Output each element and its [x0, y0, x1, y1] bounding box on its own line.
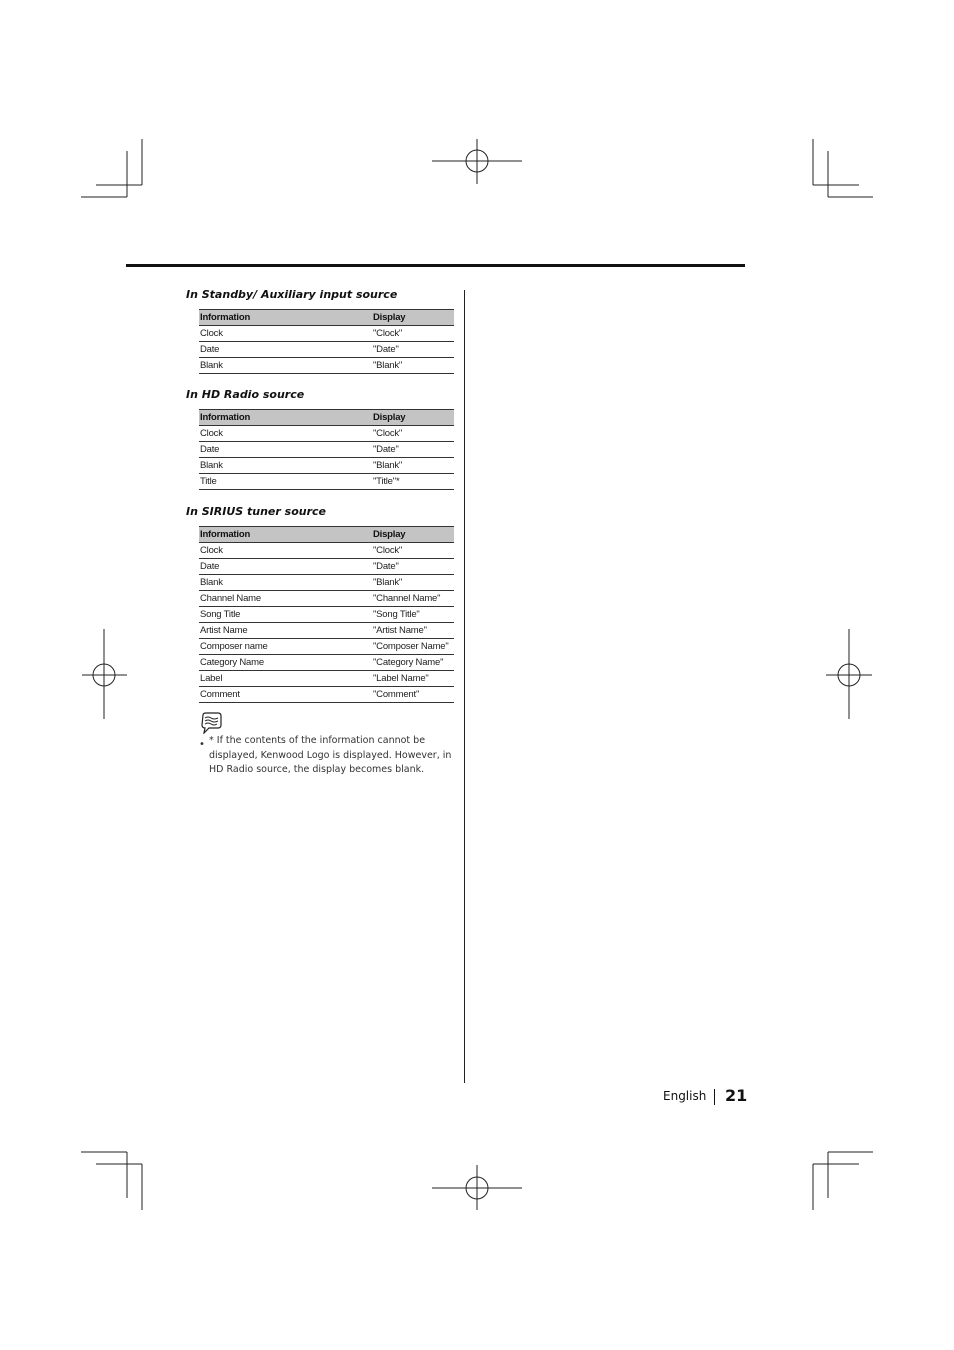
table-row	[199, 607, 454, 623]
section-heading-hd-radio: In HD Radio source	[186, 388, 305, 401]
table-row	[199, 655, 454, 671]
information-cell: Composer name	[199, 639, 372, 655]
information-cell: Date	[199, 442, 372, 458]
display-cell: "Date"	[372, 559, 454, 575]
display-cell: "Label Name"	[372, 671, 454, 687]
table-row	[199, 591, 454, 607]
column-divider	[464, 290, 465, 1083]
note-bullet: •	[199, 739, 205, 750]
table-header-row	[199, 527, 454, 543]
footer-separator	[714, 1089, 715, 1105]
note-text: * If the contents of the information cannot be displayed, Kenwood Logo is displayed. However, in HD Radio source, the display becomes blank.	[209, 735, 452, 775]
information-cell: Date	[199, 559, 372, 575]
column-header-display: Display	[372, 310, 454, 326]
sirius-info-table	[199, 526, 454, 703]
table-row	[199, 426, 454, 442]
note-icon	[199, 712, 223, 734]
crop-mark-top-right	[813, 139, 873, 197]
section-heading-standby: In Standby/ Auxiliary input source	[186, 288, 398, 301]
information-cell: Title	[199, 474, 372, 490]
section-heading-sirius: In SIRIUS tuner source	[186, 505, 326, 518]
information-cell: Clock	[199, 326, 372, 342]
display-cell: "Channel Name"	[372, 591, 454, 607]
hd-radio-info-table	[199, 409, 454, 490]
table-header-row	[199, 310, 454, 326]
display-cell: "Clock"	[372, 543, 454, 559]
information-cell: Blank	[199, 358, 372, 374]
display-cell: "Blank"	[372, 575, 454, 591]
information-cell: Song Title	[199, 607, 372, 623]
table-row	[199, 458, 454, 474]
table-row	[199, 358, 454, 374]
table-row	[199, 326, 454, 342]
display-cell: "Blank"	[372, 458, 454, 474]
standby-info-table	[199, 309, 454, 374]
table-row	[199, 623, 454, 639]
registration-mark-top	[432, 139, 522, 184]
display-cell: "Song Title"	[372, 607, 454, 623]
table-row	[199, 342, 454, 358]
display-cell: "Date"	[372, 442, 454, 458]
information-cell: Clock	[199, 426, 372, 442]
display-cell: "Category Name"	[372, 655, 454, 671]
display-cell: "Artist Name"	[372, 623, 454, 639]
registration-mark-bottom	[432, 1165, 522, 1210]
display-cell: "Comment"	[372, 687, 454, 703]
display-cell: "Date"	[372, 342, 454, 358]
table-row	[199, 671, 454, 687]
column-header-information: Information	[199, 310, 372, 326]
table-row	[199, 474, 454, 490]
information-cell: Channel Name	[199, 591, 372, 607]
information-cell: Date	[199, 342, 372, 358]
information-cell: Blank	[199, 458, 372, 474]
table-row	[199, 687, 454, 703]
information-cell: Clock	[199, 543, 372, 559]
information-cell: Comment	[199, 687, 372, 703]
information-cell: Label	[199, 671, 372, 687]
display-cell: "Clock"	[372, 326, 454, 342]
registration-mark-right	[826, 629, 872, 719]
information-cell: Category Name	[199, 655, 372, 671]
crop-mark-top-left	[81, 139, 142, 197]
table-row	[199, 543, 454, 559]
display-cell: "Title"*	[372, 474, 454, 490]
crop-mark-bottom-left	[81, 1152, 142, 1210]
footer-language: English	[663, 1089, 707, 1103]
information-cell: Blank	[199, 575, 372, 591]
display-cell: "Blank"	[372, 358, 454, 374]
table-header-row	[199, 410, 454, 426]
registration-mark-left	[82, 629, 127, 719]
information-cell: Artist Name	[199, 623, 372, 639]
column-header-information: Information	[199, 527, 372, 543]
table-row	[199, 575, 454, 591]
crop-mark-bottom-right	[813, 1152, 873, 1210]
display-cell: "Composer Name"	[372, 639, 454, 655]
table-row	[199, 559, 454, 575]
display-cell: "Clock"	[372, 426, 454, 442]
column-header-display: Display	[372, 527, 454, 543]
table-row	[199, 442, 454, 458]
table-row	[199, 639, 454, 655]
page-number: 21	[725, 1086, 748, 1105]
column-header-information: Information	[199, 410, 372, 426]
header-rule	[126, 264, 745, 267]
column-header-display: Display	[372, 410, 454, 426]
